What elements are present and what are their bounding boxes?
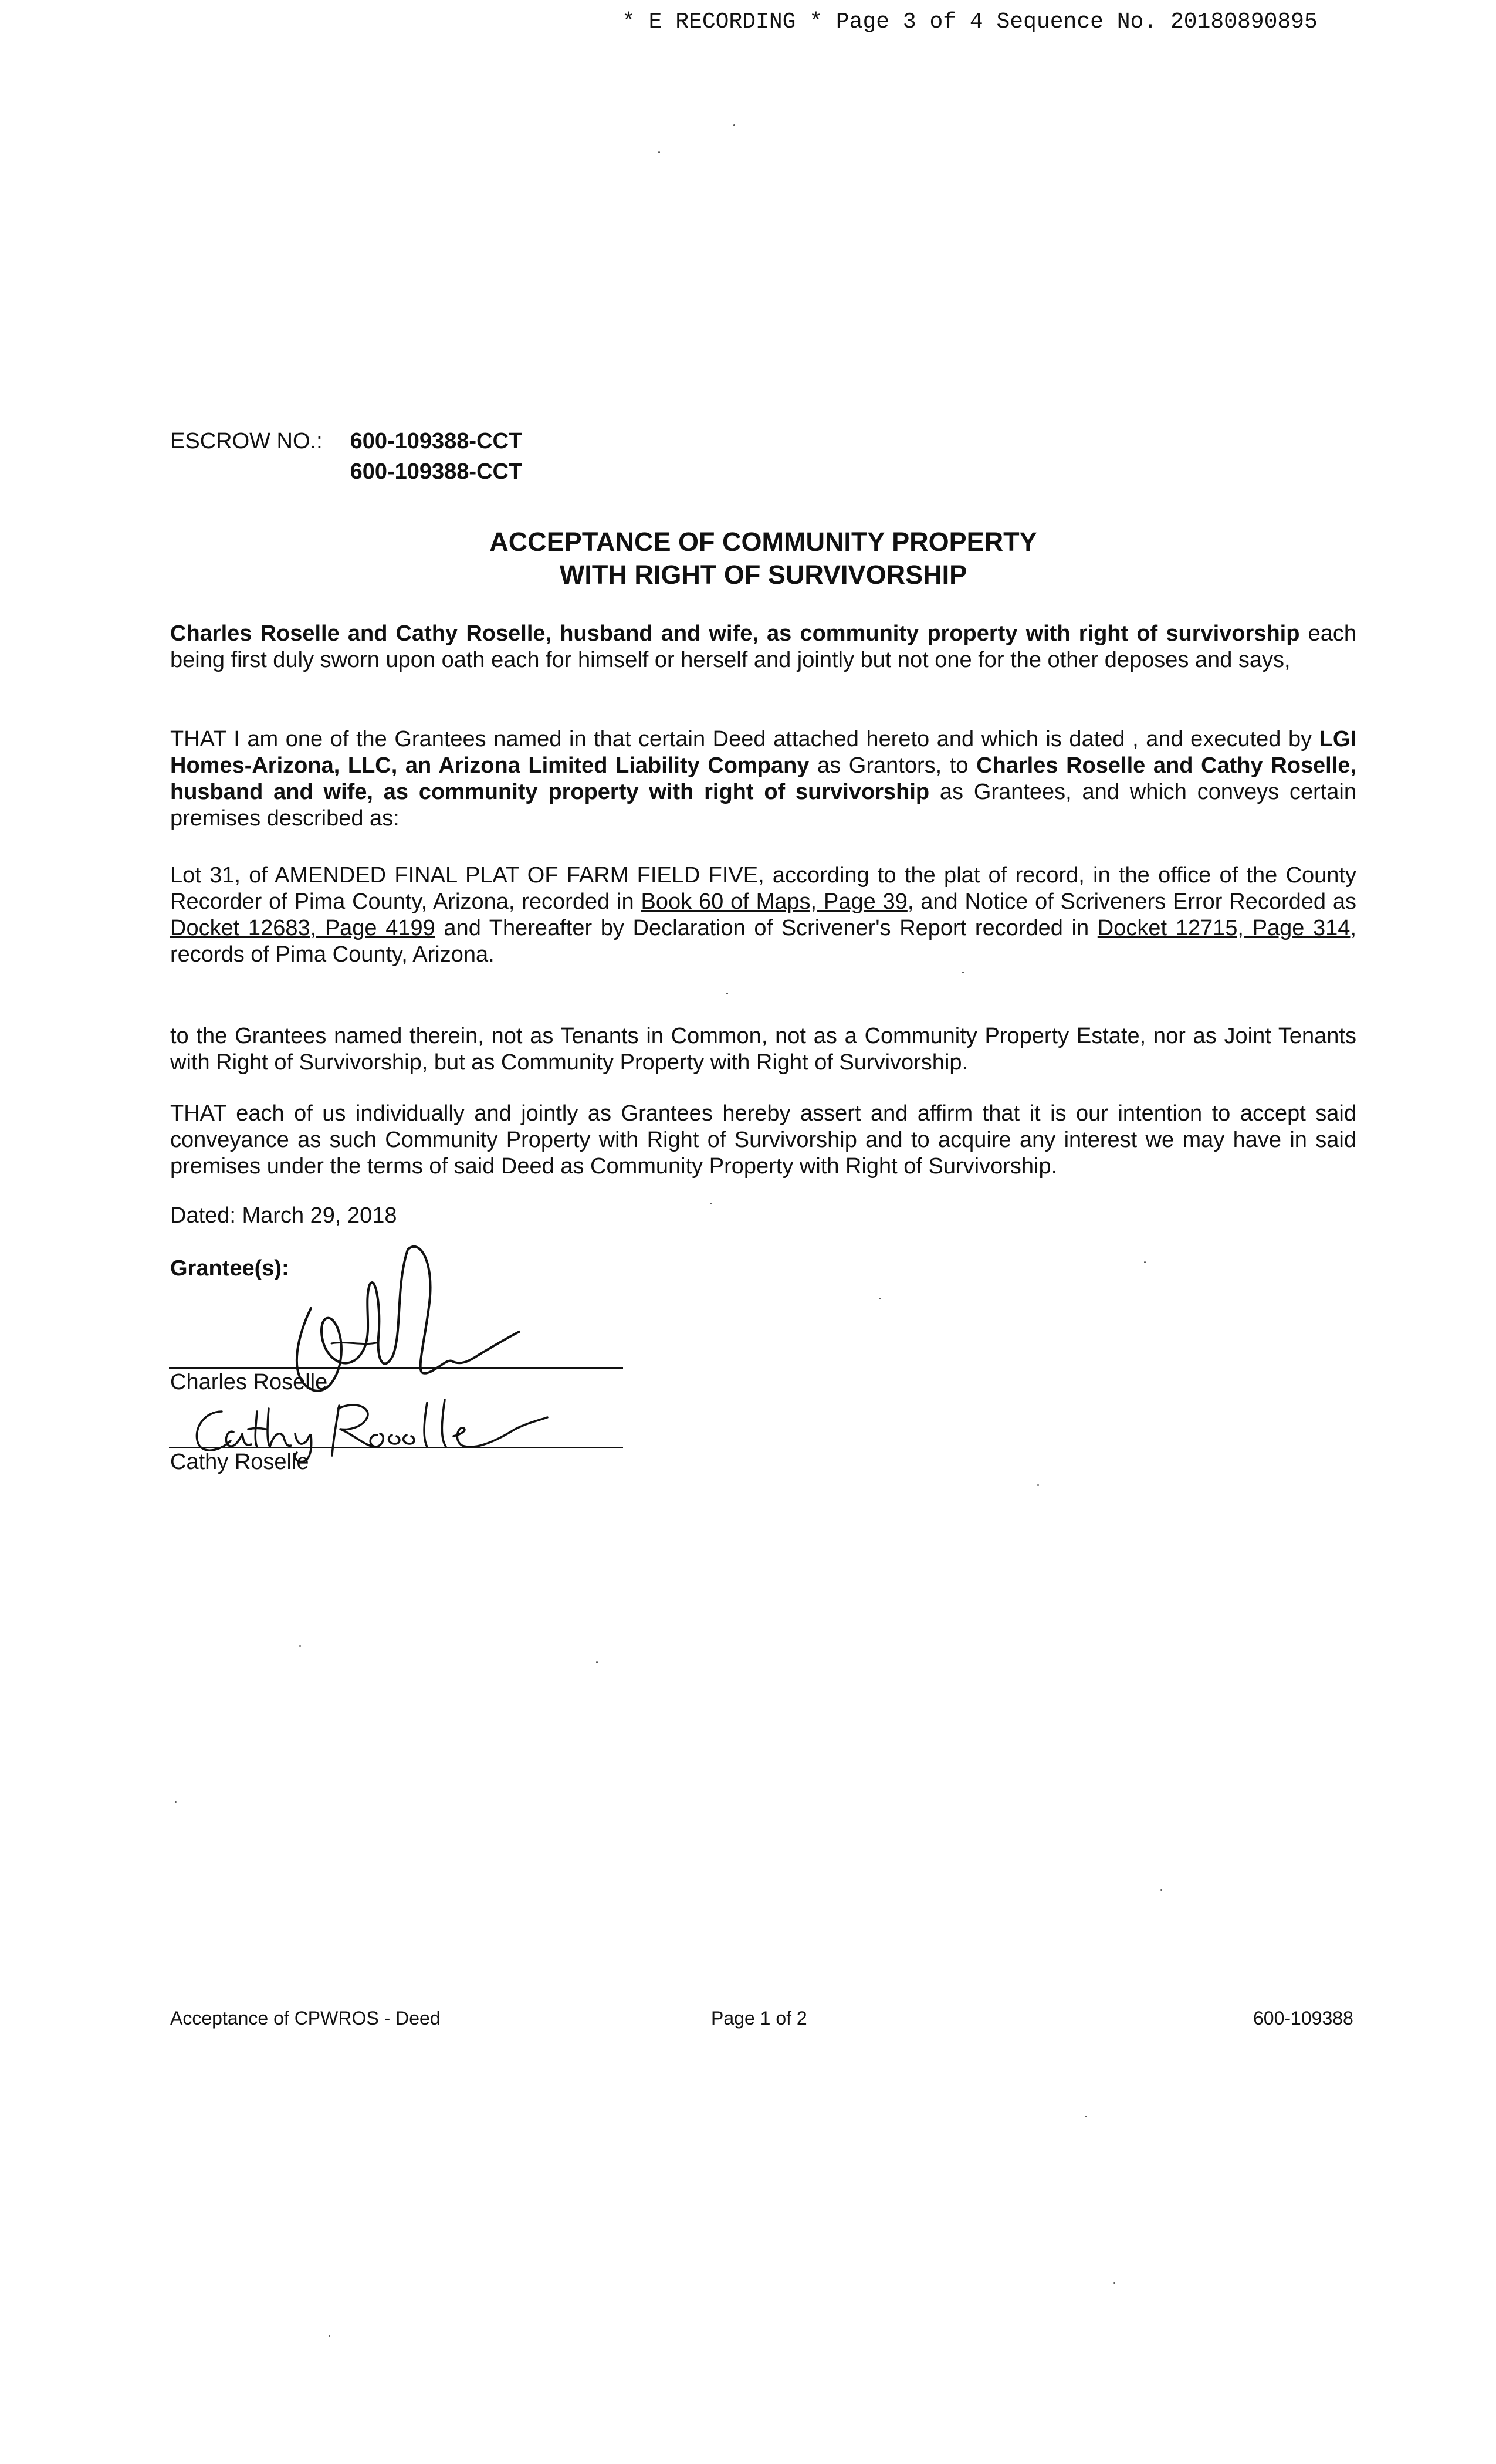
paragraph-2-part-1: THAT I am one of the Grantees named in that certain Deed attached hereto and which is dated , and executed by xyxy=(170,727,1319,752)
docket-reference-1: Docket 12683, Page 4199 xyxy=(170,916,435,940)
scan-speck xyxy=(962,972,964,973)
signature-line-1 xyxy=(169,1367,623,1369)
paragraph-2-part-3: as Grantees, and which conveys certain premises described as: xyxy=(170,780,1356,831)
scan-speck xyxy=(299,1645,301,1647)
recording-header: * E RECORDING * Page 3 of 4 Sequence No. 20180890895 xyxy=(622,9,1318,35)
paragraph-1-rest: each being first duly sworn upon oath each for himself or herself and jointly but not one for the other deposes and says, xyxy=(170,621,1356,672)
scan-speck xyxy=(733,124,735,126)
escrow-label: ESCROW NO.: xyxy=(170,429,323,453)
grantees-bold-lead: Charles Roselle and Cathy Roselle, husband and wife, as community property with right of survivorship xyxy=(170,621,1300,646)
escrow-number-1: 600-109388-CCT xyxy=(350,429,523,453)
scan-speck xyxy=(1160,1889,1162,1891)
scan-speck xyxy=(726,993,728,994)
escrow-numbers xyxy=(350,426,523,487)
scan-speck xyxy=(596,1661,598,1663)
paragraph-2-part-2: as Grantors, to xyxy=(809,753,977,778)
dated-line: Dated: March 29, 2018 xyxy=(170,1203,397,1228)
paragraph-deposes xyxy=(170,621,1356,673)
grantee-label: Grantee(s): xyxy=(170,1256,289,1281)
signer-name-1: Charles Roselle xyxy=(170,1370,328,1395)
footer-page-number: Page 1 of 2 xyxy=(711,2008,807,2029)
escrow-number-2: 600-109388-CCT xyxy=(350,459,523,484)
paragraph-3-part-1: Lot 31, of AMENDED FINAL PLAT OF FARM FIELD FIVE, according to the plat of record, in the office of the County Recorder of Pima County, Arizona, recorded in xyxy=(170,863,1356,914)
paragraph-tenancy: to the Grantees named therein, not as Tenants in Common, not as a Community Property Estate, nor as Joint Tenants with Right of Survivorship, but as Community Property with Right of Survivorship. xyxy=(170,1024,1356,1075)
scan-speck xyxy=(658,151,660,153)
scan-speck xyxy=(175,1801,177,1803)
scan-speck xyxy=(1113,2282,1115,2284)
scan-speck xyxy=(1144,1261,1146,1263)
footer-file-number: 600-109388 xyxy=(1253,2008,1353,2029)
scan-speck xyxy=(1085,2116,1087,2117)
scan-speck xyxy=(710,1203,712,1204)
paragraph-3-part-3: and Thereafter by Declaration of Scrivener's Report recorded in xyxy=(435,916,1098,940)
paragraph-legal-description xyxy=(170,862,1356,968)
escrow-block xyxy=(170,426,522,487)
title-line-1: ACCEPTANCE OF COMMUNITY PROPERTY xyxy=(489,527,1037,557)
grantor-name: LGI Homes-Arizona, LLC, an Arizona Limited Liability Company xyxy=(170,727,1356,778)
paragraph-3-part-2: , and Notice of Scriveners Error Recorded as xyxy=(907,889,1356,914)
grantees-name: Charles Roselle and Cathy Roselle, husband and wife, as community property with right of survivorship xyxy=(170,753,1356,804)
paragraph-3-part-4: , records of Pima County, Arizona. xyxy=(170,916,1356,967)
paragraph-grantee-statement xyxy=(170,726,1356,832)
paragraph-affirmation: THAT each of us individually and jointly as Grantees hereby assert and affirm that it is our intention to accept said conveyance as such Community Property with Right of Survivorship and to acquire any interest we may have in said premises under the terms of said Deed as Community Property with Right of Survivorship. xyxy=(170,1101,1356,1179)
signature-line-2 xyxy=(169,1447,623,1448)
scan-speck xyxy=(329,2335,330,2337)
signer-name-2: Cathy Roselle xyxy=(170,1450,309,1474)
scan-speck xyxy=(1037,1484,1039,1486)
book-maps-reference: Book 60 of Maps, Page 39 xyxy=(641,889,908,914)
title-line-2: WITH RIGHT OF SURVIVORSHIP xyxy=(559,560,967,590)
docket-reference-2: Docket 12715, Page 314 xyxy=(1097,916,1351,940)
footer-document-name: Acceptance of CPWROS - Deed xyxy=(170,2008,441,2029)
scan-speck xyxy=(879,1298,881,1299)
document-title xyxy=(170,526,1356,591)
